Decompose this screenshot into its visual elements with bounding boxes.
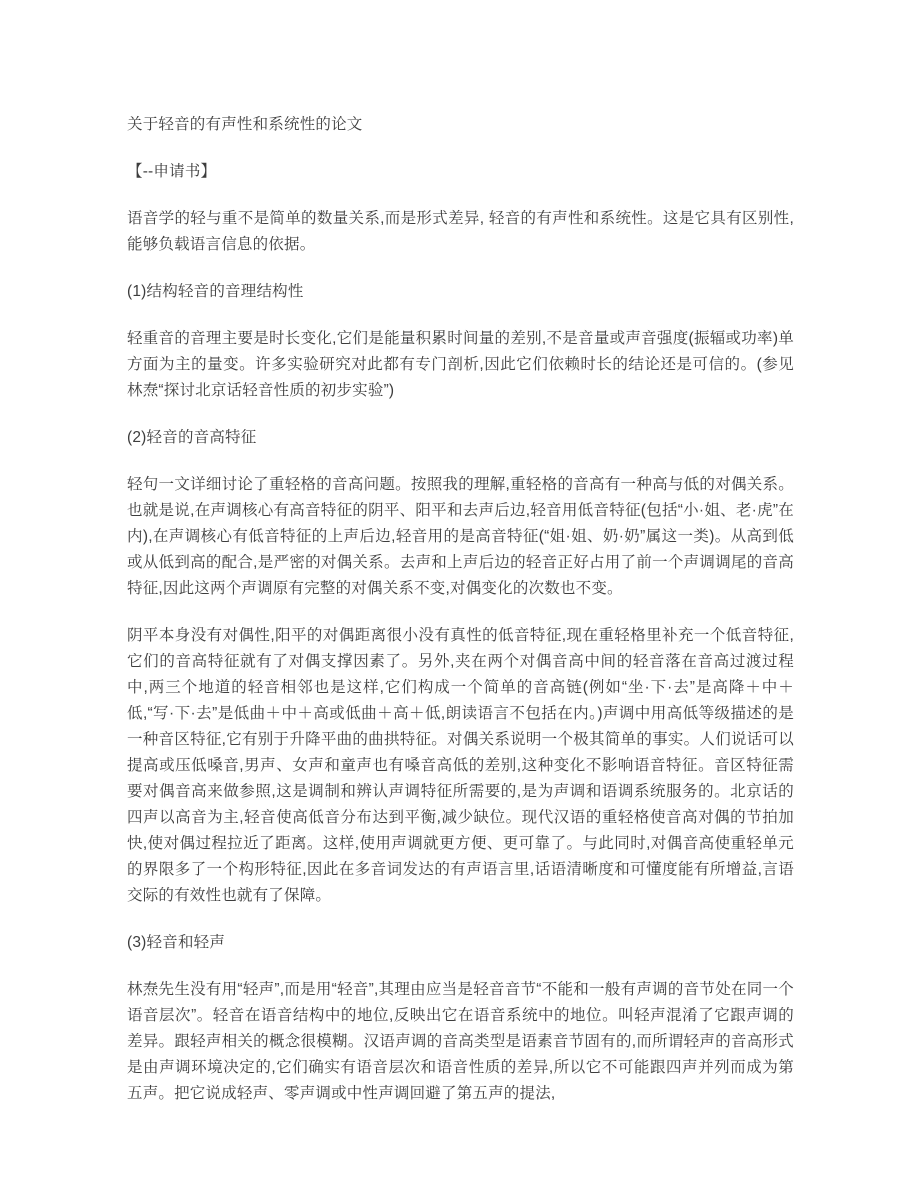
document-body	[127, 112, 794, 1107]
section-heading-2: (2)轻音的音高特征	[127, 429, 257, 446]
document-title: 关于轻音的有声性和系统性的论文	[127, 116, 363, 133]
paragraph-section-3: 林焘先生没有用“轻声”,而是用“轻音”,其理由应当是轻音音节“不能和一般有声调的音节处在同一个语音层次”。轻音在语音结构中的地位,反映出它在语音系统中的地位。叫轻声混淆了它跟声调的差异。跟轻声相关的概念很模糊。汉语声调的音高类型是语素音节固有的,而所谓轻声的音高形式是由声调环境决定的,它们确实有语音层次和语音性质的差异,所以它不可能跟四声并列而成为第五声。把它说成轻声、零声调或中性声调回避了第五声的提法,	[127, 981, 794, 1102]
application-tag-line: 【--申请书】	[127, 163, 217, 180]
section-heading-1: (1)结构轻音的音理结构性	[127, 283, 304, 300]
paragraph-section-1: 轻重音的音理主要是时长变化,它们是能量积累时间量的差别,不是音量或声音强度(振辐或功率)单方面为主的量变。许多实验研究对此都有专门剖析,因此它们依赖时长的结论还是可信的。(参见林焘“探讨北京话轻音性质的初步实验”)	[127, 330, 794, 399]
paragraph-intro: 语音学的轻与重不是简单的数量关系,而是形式差异, 轻音的有声性和系统性。这是它具有区别性,能够负载语言信息的依据。	[127, 210, 794, 253]
section-heading-3: (3)轻音和轻声	[127, 934, 226, 951]
paragraph-section-2b: 阴平本身没有对偶性,阳平的对偶距离很小没有真性的低音特征,现在重轻格里补充一个低音特征,它们的音高特征就有了对偶支撑因素了。另外,夹在两个对偶音高中间的轻音落在音高过渡过程中,两三个地道的轻音相邻也是这样,它们构成一个简单的音高链(例如“坐·下·去”是高降＋中＋低,“写·下·去”是低曲＋中＋高或低曲＋高＋低,朗读语言不包括在内。)声调中用高低等级描述的是一种音区特征,它有别于升降平曲的曲拱特征。对偶关系说明一个极其简单的事实。人们说话可以提高或压低嗓音,男声、女声和童声也有嗓音高低的差别,这种变化不影响语音特征。音区特征需要对偶音高来做参照,这是调制和辨认声调特征所需要的,是为声调和语调系统服务的。北京话的四声以高音为主,轻音使高低音分布达到平衡,减少缺位。现代汉语的重轻格使音高对偶的节拍加快,使对偶过程拉近了距离。这样,使用声调就更方便、更可靠了。与此同时,对偶音高使重轻单元的界限多了一个构形特征,因此在多音词发达的有声语言里,话语清晰度和可懂度能有所增益,言语交际的有效性也就有了保障。	[127, 627, 794, 904]
paragraph-section-2a: 轻句一文详细讨论了重轻格的音高问题。按照我的理解,重轻格的音高有一种高与低的对偶关系。也就是说,在声调核心有高音特征的阴平、阳平和去声后边,轻音用低音特征(包括“小·姐、老·虎”在内),在声调核心有低音特征的上声后边,轻音用的是高音特征(“姐·姐、奶·奶”属这一类)。从高到低或从低到高的配合,是严密的对偶关系。去声和上声后边的轻音正好占用了前一个声调调尾的音高特征,因此这两个声调原有完整的对偶关系不变,对偶变化的次数也不变。	[127, 476, 794, 597]
